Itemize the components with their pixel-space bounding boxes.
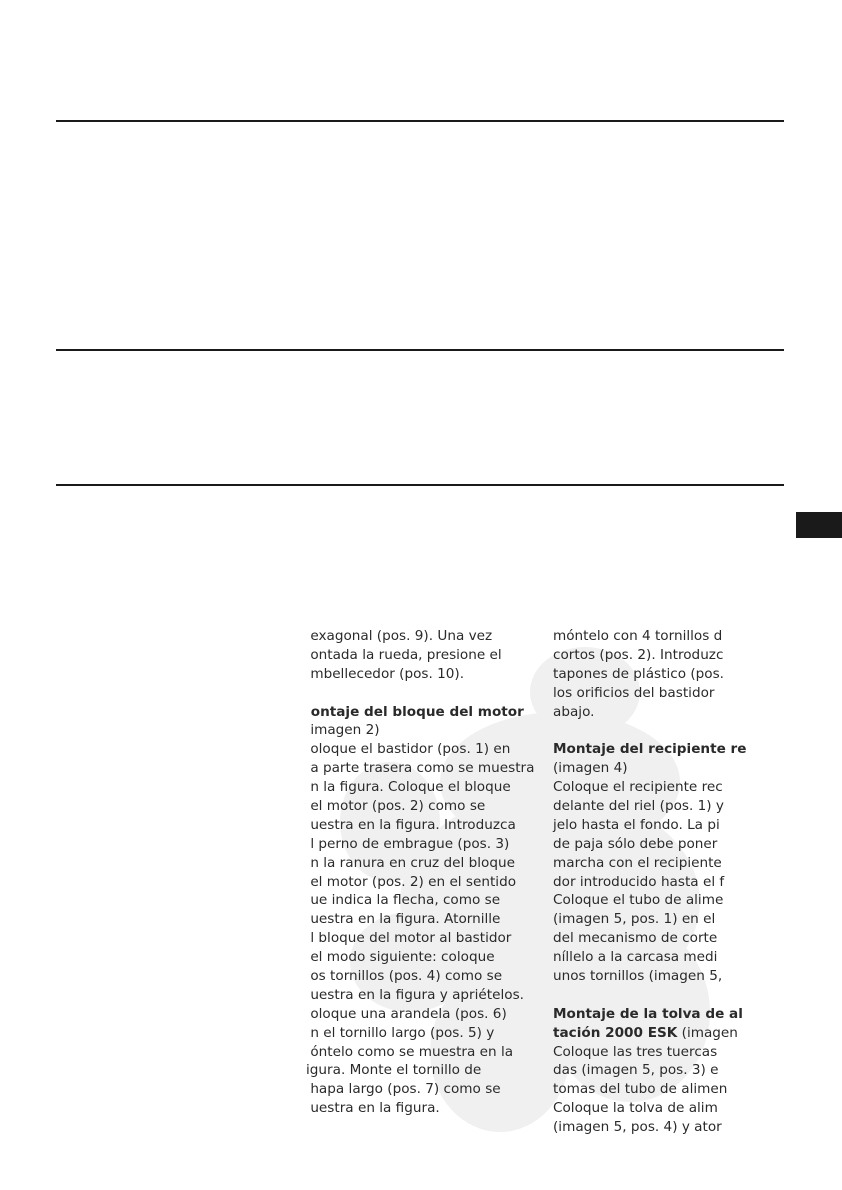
body-text-line: os tornillos (pos. 4) como se bbox=[306, 968, 503, 985]
body-text-line: dor introducido hasta el f bbox=[553, 873, 725, 890]
paragraph-gap bbox=[553, 721, 729, 740]
body-text-line: n el tornillo largo (pos. 5) y bbox=[306, 1024, 495, 1041]
body-text-line: los orificios del bastidor bbox=[553, 684, 715, 701]
body-text-line: el motor (pos. 2) en el sentido bbox=[306, 873, 517, 890]
body-text-line: níllelo a la carcasa medi bbox=[553, 949, 718, 966]
body-text-line: Coloque la tolva de alim bbox=[553, 1100, 718, 1117]
body-text-line: Coloque el recipiente rec bbox=[553, 779, 723, 796]
body-text-line: oloque el bastidor (pos. 1) en bbox=[306, 741, 511, 758]
horizontal-rule-middle bbox=[56, 349, 784, 351]
paragraph-gap bbox=[306, 684, 542, 703]
body-text-line: uestra en la figura. Introduzca bbox=[306, 816, 516, 833]
horizontal-rule-top bbox=[56, 120, 784, 122]
body-text-line: das (imagen 5, pos. 3) e bbox=[553, 1062, 719, 1079]
body-text-line: (imagen 4) bbox=[553, 760, 628, 777]
body-text-line: cortos (pos. 2). Introduzc bbox=[553, 646, 724, 663]
body-text-line: tomas del tubo de alimen bbox=[553, 1081, 728, 1098]
body-text-line: hapa largo (pos. 7) como se bbox=[306, 1081, 501, 1098]
section-heading-line: Montaje de la tolva de al bbox=[553, 1005, 743, 1022]
body-text-line: Coloque el tubo de alime bbox=[553, 892, 724, 909]
body-text-line: l perno de embrague (pos. 3) bbox=[306, 835, 510, 852]
body-text-line: marcha con el recipiente bbox=[553, 854, 722, 871]
body-text-line: el modo siguiente: coloque bbox=[306, 949, 495, 966]
body-text-line: exagonal (pos. 9). Una vez bbox=[306, 628, 493, 644]
horizontal-rule-lower bbox=[56, 484, 784, 486]
body-text-line: ue indica la flecha, como se bbox=[306, 892, 501, 909]
body-text-line: a parte trasera como se muestra bbox=[306, 760, 535, 777]
body-text-line: el motor (pos. 2) como se bbox=[306, 798, 486, 815]
body-text-line: n la ranura en cruz del bloque bbox=[306, 854, 515, 871]
body-text-line: Coloque las tres tuercas bbox=[553, 1043, 718, 1060]
body-text-line: óntelo como se muestra en la bbox=[306, 1043, 514, 1060]
body-text-line: (imagen 5, pos. 4) y ator bbox=[553, 1119, 722, 1136]
body-text-line: móntelo con 4 tornillos d bbox=[553, 628, 723, 644]
body-text-line: jelo hasta el fondo. La pi bbox=[553, 816, 720, 833]
body-text-line: abajo. bbox=[553, 703, 595, 720]
body-text-line: imagen 2) bbox=[306, 722, 380, 739]
body-text-line: n la figura. Coloque el bloque bbox=[306, 779, 511, 796]
section-heading-line: tación 2000 ESK (imagen bbox=[553, 1024, 738, 1041]
text-column-right bbox=[553, 627, 747, 1137]
body-text-line: l bloque del motor al bastidor bbox=[306, 930, 512, 947]
language-tab-marker bbox=[796, 512, 842, 538]
body-text-line: delante del riel (pos. 1) y bbox=[553, 798, 724, 815]
body-text-line: uestra en la figura y apriételos. bbox=[306, 986, 524, 1003]
paragraph-gap bbox=[553, 986, 729, 1005]
section-heading-line: Montaje del recipiente re bbox=[553, 741, 747, 758]
body-text-line: igura. Monte el tornillo de bbox=[306, 1062, 482, 1079]
text-column-left bbox=[306, 627, 542, 1118]
section-heading-line: ontaje del bloque del motor bbox=[306, 703, 524, 720]
body-text-line: (imagen 5, pos. 1) en el bbox=[553, 911, 716, 928]
body-text-line: del mecanismo de corte bbox=[553, 930, 718, 947]
body-text-line: uestra en la figura. bbox=[306, 1100, 440, 1117]
body-text-line: oloque una arandela (pos. 6) bbox=[306, 1005, 507, 1022]
body-text-line: mbellecedor (pos. 10). bbox=[306, 665, 465, 682]
body-text-line: tapones de plástico (pos. bbox=[553, 665, 724, 682]
body-text-line: ontada la rueda, presione el bbox=[306, 646, 502, 663]
body-text-line: de paja sólo debe poner bbox=[553, 835, 718, 852]
body-text-line: unos tornillos (imagen 5, bbox=[553, 968, 723, 985]
body-text-line: uestra en la figura. Atornille bbox=[306, 911, 501, 928]
